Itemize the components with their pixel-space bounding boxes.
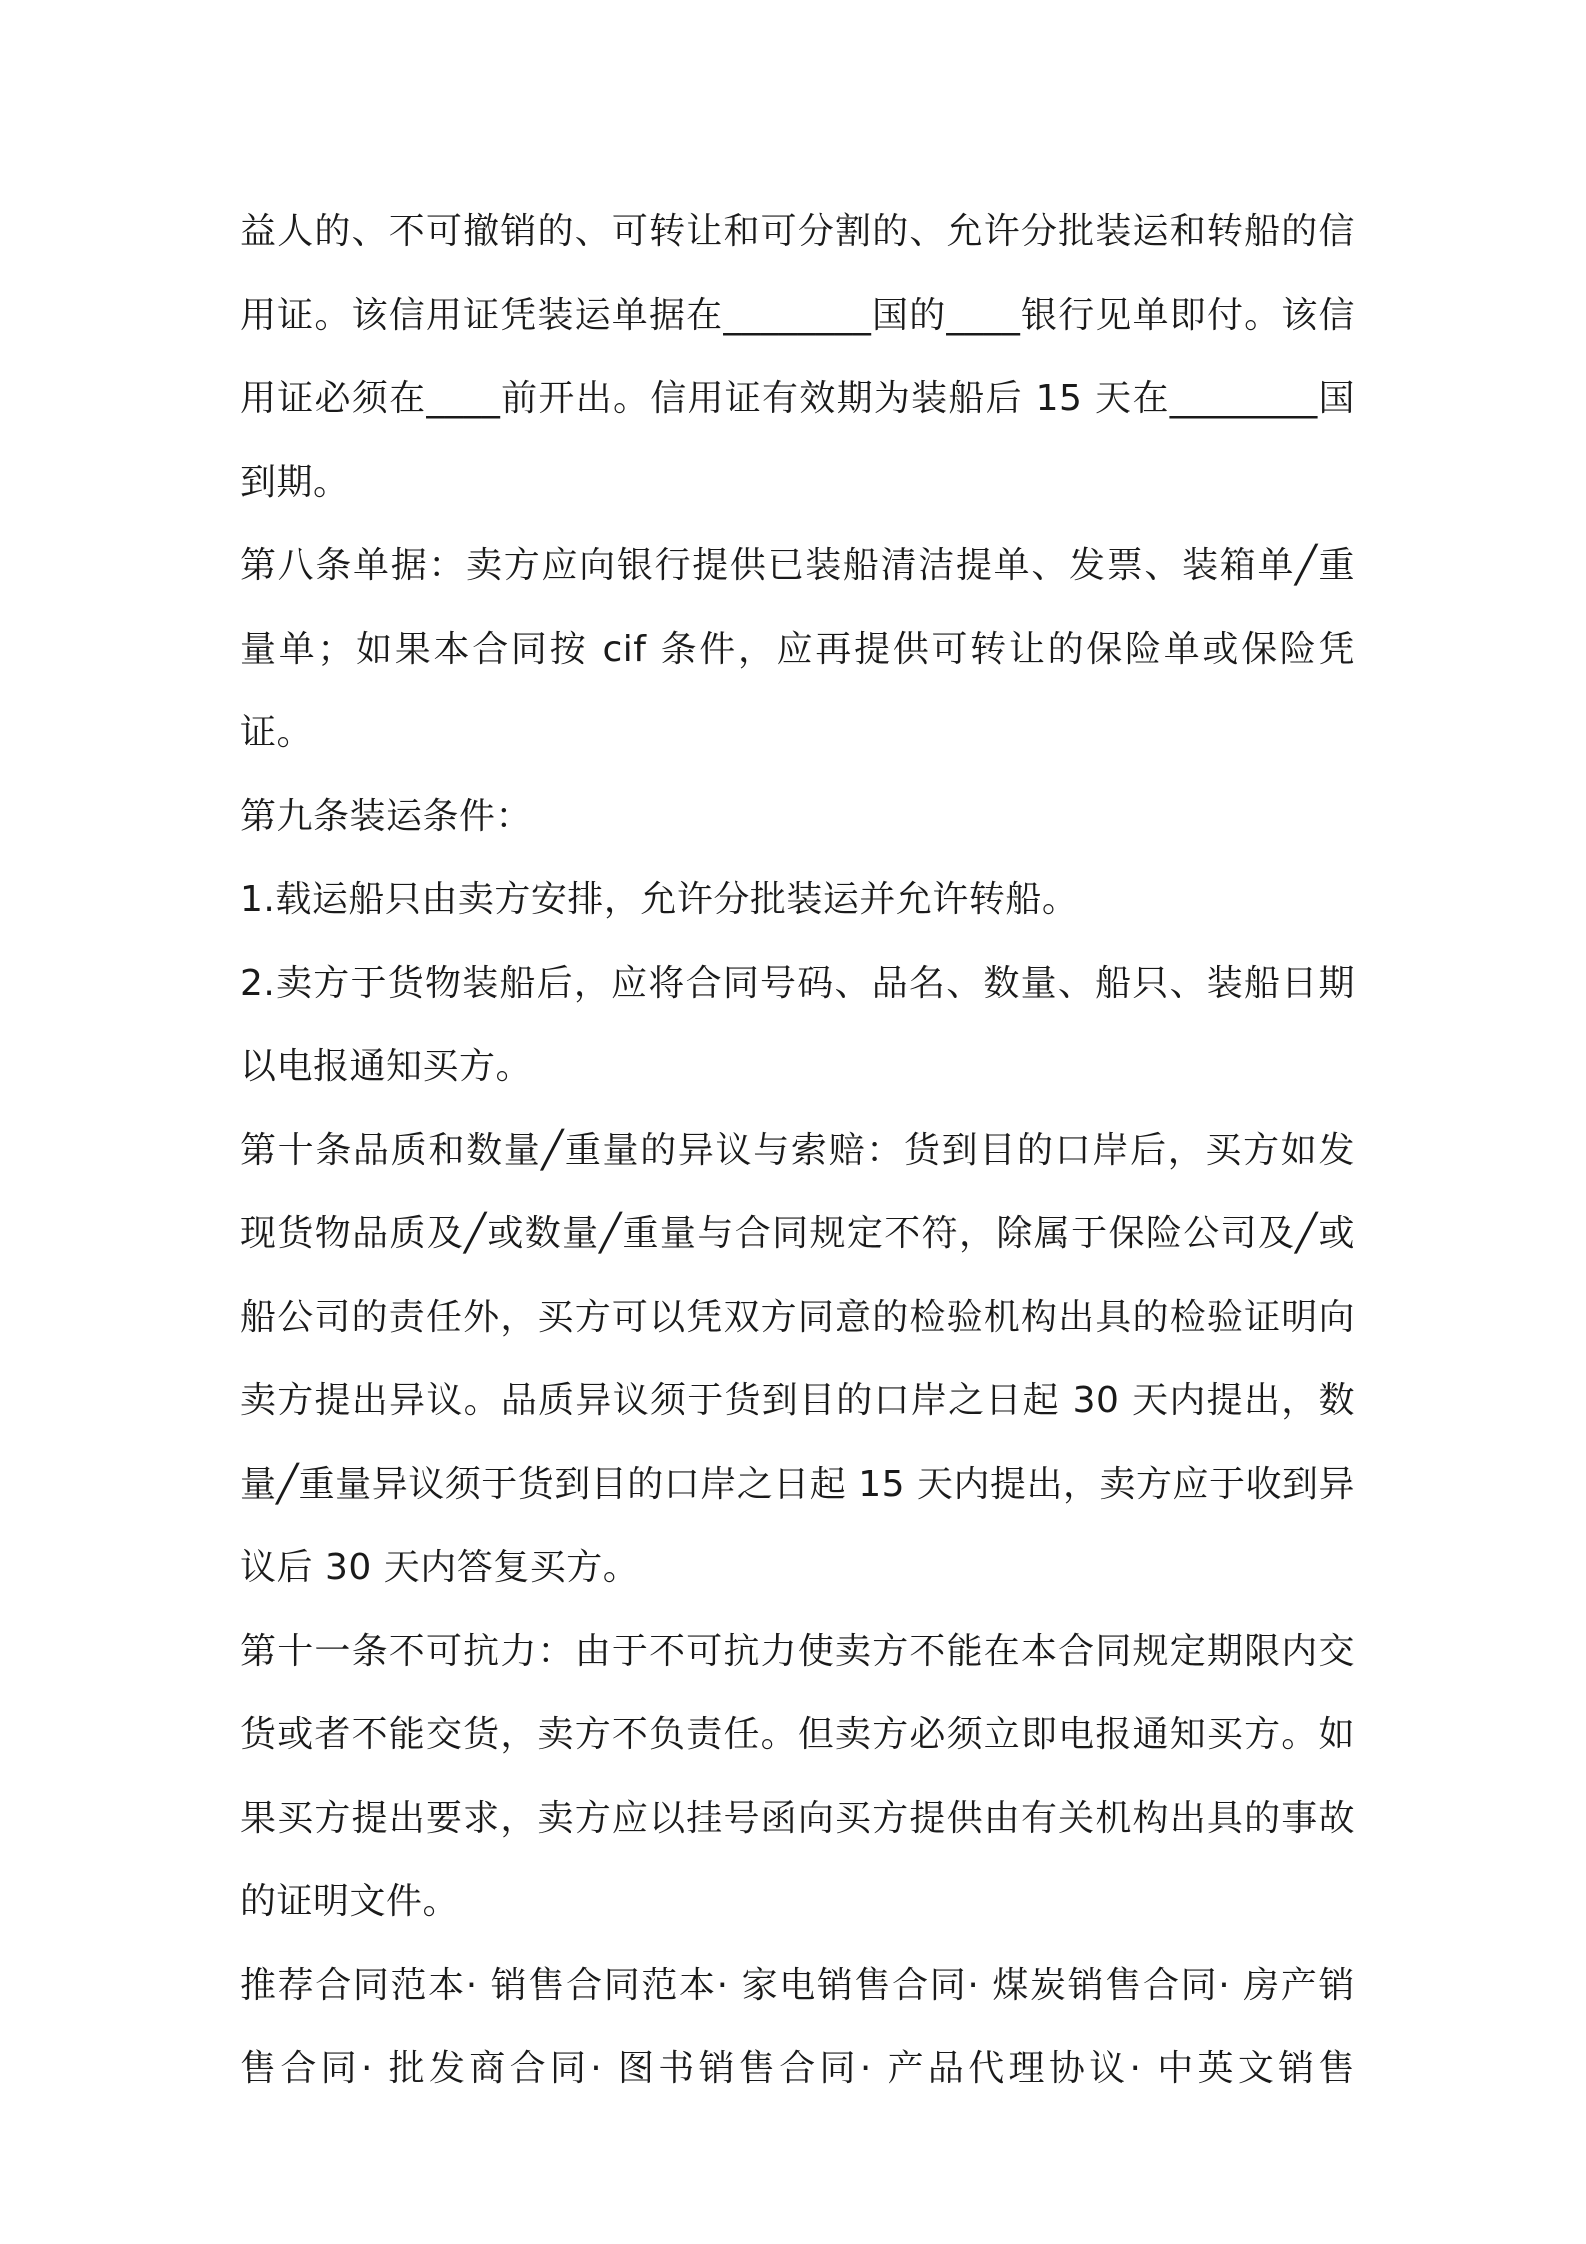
paragraph-article-9-shipping-heading: 第九条装运条件： <box>240 795 533 837</box>
paragraph-article-10-claims: 第十条品质和数量╱重量的异议与索赔：货到目的口岸后，买方如发现货物品质及╱或数量╱重量与合同规定不符，除属于保险公司及╱或船公司的责任外，买方可以凭双方同意的检验机构出具的检验证明向卖方提出异议。品质异议须于货到目的口岸之日起 30 天内提出，数量╱重量异议须于货到目的口岸之日起 15 天内提出，卖方应于收到异议后 30 天内答复买方。 <box>240 1129 1355 1588</box>
paragraph-article-9-item-1: 1.载运船只由卖方安排，允许分批装运并允许转船。 <box>240 879 1079 920</box>
paragraph-letter-of-credit: 益人的、不可撤销的、可转让和可分割的、允许分批装运和转船的信用证。该信用证凭装运单据在________国的____银行见单即付。该信用证必须在____前开出。信用证有效期为装船后 15 天在________国到期。 <box>240 211 1355 503</box>
paragraph-recommended-templates: 推荐合同范本· 销售合同范本· 家电销售合同· 煤炭销售合同· 房产销售合同· 批发商合同· 图书销售合同· 产品代理协议· 中英文销售 <box>240 1964 1355 2089</box>
paragraph-article-11-force-majeure: 第十一条不可抗力：由于不可抗力使卖方不能在本合同规定期限内交货或者不能交货，卖方不负责任。但卖方必须立即电报通知买方。如果买方提出要求，卖方应以挂号函向买方提供由有关机构出具的事故的证明文件。 <box>240 1630 1355 1922</box>
document-body <box>240 190 1355 2111</box>
paragraph-article-9-item-2: 2.卖方于货物装船后，应将合同号码、品名、数量、船只、装船日期以电报通知买方。 <box>240 962 1355 1087</box>
paragraph-article-8-documents: 第八条单据：卖方应向银行提供已装船清洁提单、发票、装箱单╱重量单；如果本合同按 cif 条件，应再提供可转让的保险单或保险凭证。 <box>240 545 1355 753</box>
